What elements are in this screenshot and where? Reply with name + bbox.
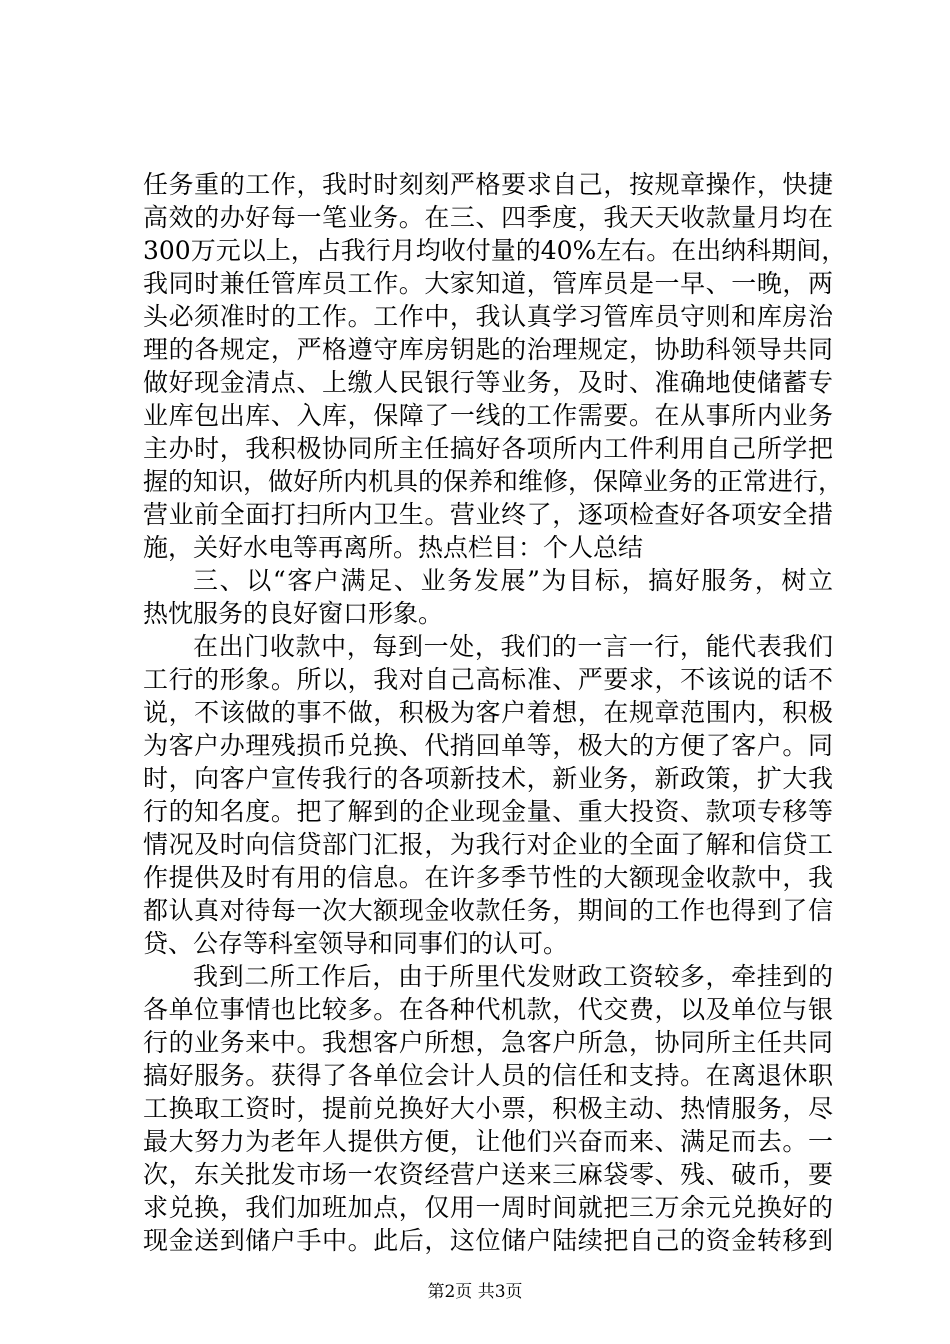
text-line: 营业前全面打扫所内卫生。营业终了，逐项检查好各项安全措 xyxy=(143,500,833,529)
text-line: 300万元以上，占我行月均收付量的40%左右。在出纳科期间， xyxy=(143,236,847,265)
text-line: 搞好服务。获得了各单位会计人员的信任和支持。在离退休职 xyxy=(143,1061,833,1090)
paragraph xyxy=(143,960,833,1257)
text-line: 主办时，我积极协同所主任搞好各项所内工件利用自己所学把 xyxy=(143,434,833,463)
paragraph xyxy=(143,630,833,960)
text-line: 都认真对待每一次大额现金收款任务，期间的工作也得到了信 xyxy=(143,896,833,925)
page-footer: 第2页 共3页 xyxy=(427,1282,523,1302)
text-line: 热忱服务的良好窗口形象。 xyxy=(143,599,444,628)
text-line: 现金送到储户手中。此后，这位储户陆续把自己的资金转移到 xyxy=(143,1226,833,1255)
text-line: 各单位事情也比较多。在各种代机款，代交费，以及单位与银 xyxy=(143,995,833,1024)
text-line: 我同时兼任管库员工作。大家知道，管库员是一早、一晚，两 xyxy=(143,269,833,298)
text-line: 任务重的工作，我时时刻刻严格要求自己，按规章操作，快捷 xyxy=(143,170,833,199)
text-line: 时，向客户宣传我行的各项新技术，新业务，新政策，扩大我 xyxy=(143,764,833,793)
text-line: 工换取工资时，提前兑换好大小票，积极主动、热情服务，尽 xyxy=(143,1094,833,1123)
paragraph xyxy=(143,564,833,630)
text-line: 作提供及时有用的信息。在许多季节性的大额现金收款中，我 xyxy=(143,863,833,892)
text-line: 理的各规定，严格遵守库房钥匙的治理规定，协助科领导共同 xyxy=(143,335,833,364)
text-line: 三、以“客户满足、业务发展”为目标，搞好服务，树立 xyxy=(193,566,833,595)
text-line: 贷、公存等科室领导和同事们的认可。 xyxy=(143,929,569,958)
text-line: 行的业务来中。我想客户所想，急客户所急，协同所主任共同 xyxy=(143,1028,833,1057)
text-line: 为客户办理残损币兑换、代捎回单等，极大的方便了客户。同 xyxy=(143,731,833,760)
text-line: 在出门收款中，每到一处，我们的一言一行，能代表我们 xyxy=(193,632,833,661)
text-line: 施，关好水电等再离所。热点栏目：个人总结 xyxy=(143,533,644,562)
text-line: 做好现金清点、上缴人民银行等业务，及时、准确地使储蓄专 xyxy=(143,368,833,397)
text-line: 高效的办好每一笔业务。在三、四季度，我天天收款量月均在 xyxy=(143,203,833,232)
text-line: 最大努力为老年人提供方便，让他们兴奋而来、满足而去。一 xyxy=(143,1127,833,1156)
text-line: 头必须准时的工作。工作中，我认真学习管库员守则和库房治 xyxy=(143,302,833,331)
text-line: 求兑换，我们加班加点，仅用一周时间就把三万余元兑换好的 xyxy=(143,1193,833,1222)
text-line: 行的知名度。把了解到的企业现金量、重大投资、款项专移等 xyxy=(143,797,833,826)
paragraph xyxy=(143,168,847,564)
text-line: 业库包出库、入库，保障了一线的工作需要。在从事所内业务 xyxy=(143,401,833,430)
text-line: 情况及时向信贷部门汇报，为我行对企业的全面了解和信贷工 xyxy=(143,830,833,859)
text-line: 工行的形象。所以，我对自己高标准、严要求，不该说的话不 xyxy=(143,665,833,694)
text-line: 说，不该做的事不做，积极为客户着想，在规章范围内，积极 xyxy=(143,698,833,727)
text-line: 握的知识，做好所内机具的保养和维修，保障业务的正常进行， xyxy=(143,467,844,496)
text-line: 我到二所工作后，由于所里代发财政工资较多，牵挂到的 xyxy=(193,962,833,991)
document-body xyxy=(143,168,847,1257)
text-line: 次，东关批发市场一农资经营户送来三麻袋零、残、破币，要 xyxy=(143,1160,833,1189)
